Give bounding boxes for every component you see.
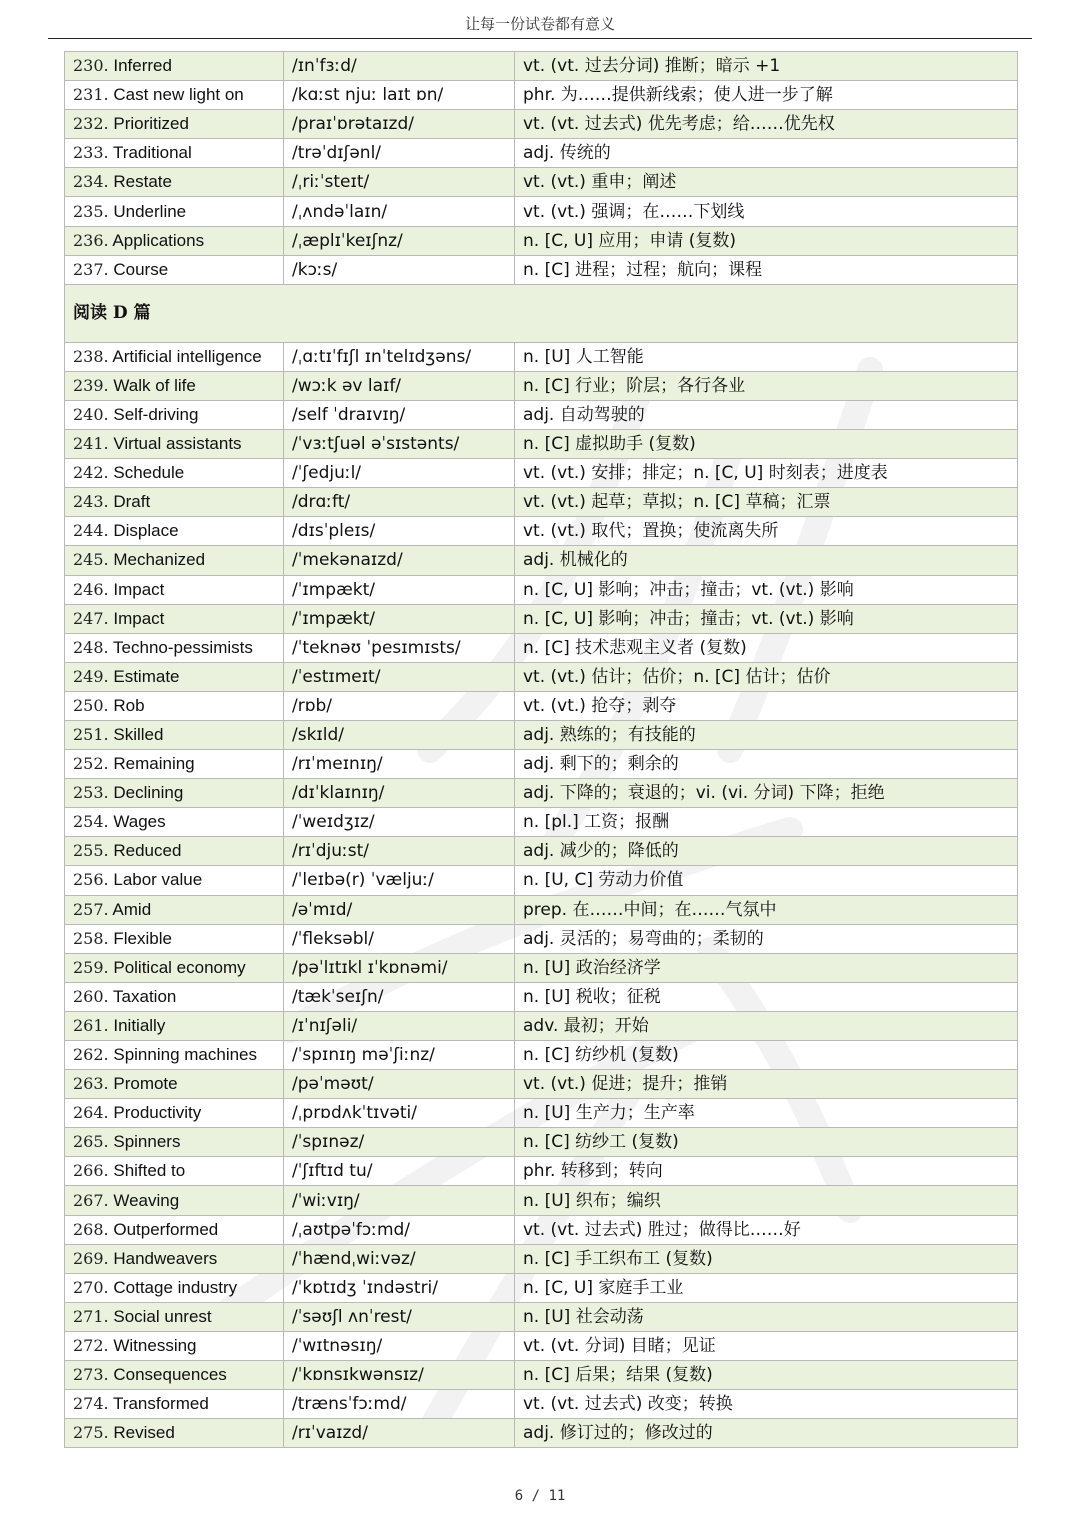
word-cell — [65, 1099, 284, 1128]
phonetic-cell: /wɔːk əv laɪf/ — [284, 371, 515, 400]
word-text: Techno-pessimists — [113, 637, 253, 657]
vocab-row — [65, 691, 1018, 720]
word-text: Transformed — [113, 1394, 209, 1414]
meaning-cell: n. [U] 政治经济学 — [515, 953, 1018, 982]
word-cell — [65, 720, 284, 749]
word-cell — [65, 1041, 284, 1070]
row-number: 256. — [73, 870, 109, 890]
word-cell — [65, 575, 284, 604]
meaning-cell: n. [pl.] 工资；报酬 — [515, 808, 1018, 837]
vocab-row — [65, 1390, 1018, 1419]
meaning-cell: vt. (vt.) 促进；提升；推销 — [515, 1070, 1018, 1099]
phonetic-cell: /kɑːst njuː laɪt ɒn/ — [284, 81, 515, 110]
vocab-row — [65, 226, 1018, 255]
row-number: 247. — [73, 608, 109, 628]
meaning-cell: vt. (vt.) 取代；置换；使流离失所 — [515, 517, 1018, 546]
phonetic-cell: /ˈfleksəbl/ — [284, 924, 515, 953]
meaning-cell: n. [C, U] 应用；申请 (复数) — [515, 226, 1018, 255]
vocab-row — [65, 662, 1018, 691]
meaning-cell: vt. (vt.) 强调；在……下划线 — [515, 197, 1018, 226]
vocab-row — [65, 255, 1018, 284]
meaning-cell: n. [C] 手工织布工 (复数) — [515, 1244, 1018, 1273]
row-number: 275. — [73, 1423, 109, 1443]
word-text: Handweavers — [113, 1248, 218, 1268]
phonetic-cell: /ˌriːˈsteɪt/ — [284, 168, 515, 197]
row-number: 267. — [73, 1190, 109, 1210]
row-number: 252. — [73, 754, 109, 774]
phonetic-cell: /pəˈlɪtɪkl ɪˈkɒnəmi/ — [284, 953, 515, 982]
word-cell — [65, 779, 284, 808]
word-cell — [65, 662, 284, 691]
meaning-cell: n. [U] 织布；编织 — [515, 1186, 1018, 1215]
row-number: 233. — [73, 143, 109, 163]
phonetic-cell: /ˌæplɪˈkeɪʃnz/ — [284, 226, 515, 255]
word-text: Outperformed — [113, 1219, 219, 1239]
meaning-cell: n. [C, U] 影响；冲击；撞击；vt. (vt.) 影响 — [515, 604, 1018, 633]
row-number: 259. — [73, 957, 109, 977]
word-text: Flexible — [113, 928, 172, 948]
phonetic-cell: /ˈspɪnəz/ — [284, 1128, 515, 1157]
word-text: Walk of life — [113, 375, 196, 395]
row-number: 260. — [73, 986, 109, 1006]
row-number: 237. — [73, 259, 109, 279]
phonetic-cell: /ˈkɒtɪdʒ ˈɪndəstri/ — [284, 1273, 515, 1302]
word-text: Applications — [112, 230, 205, 250]
word-text: Reduced — [113, 841, 182, 861]
vocab-row — [65, 604, 1018, 633]
row-number: 270. — [73, 1277, 109, 1297]
vocab-row — [65, 139, 1018, 168]
meaning-cell: vt. (vt. 分词) 目睹；见证 — [515, 1331, 1018, 1360]
word-cell — [65, 1186, 284, 1215]
vocab-row — [65, 1302, 1018, 1331]
meaning-cell: adj. 下降的；衰退的；vi. (vi. 分词) 下降；拒绝 — [515, 779, 1018, 808]
row-number: 258. — [73, 928, 109, 948]
vocab-row — [65, 430, 1018, 459]
row-number: 232. — [73, 114, 109, 134]
phonetic-cell: /rɪˈvaɪzd/ — [284, 1419, 515, 1448]
meaning-cell: adj. 熟练的；有技能的 — [515, 720, 1018, 749]
word-text: Prioritized — [113, 114, 189, 134]
meaning-cell: n. [C] 纺纱机 (复数) — [515, 1041, 1018, 1070]
meaning-cell: n. [C] 纺纱工 (复数) — [515, 1128, 1018, 1157]
meaning-cell: adj. 传统的 — [515, 139, 1018, 168]
meaning-cell: n. [C] 技术悲观主义者 (复数) — [515, 633, 1018, 662]
word-cell — [65, 197, 284, 226]
vocab-row — [65, 52, 1018, 81]
row-number: 230. — [73, 56, 109, 76]
word-cell — [65, 226, 284, 255]
phonetic-cell: /ˌprɒdʌkˈtɪvəti/ — [284, 1099, 515, 1128]
row-number: 262. — [73, 1045, 109, 1065]
vocab-row — [65, 1128, 1018, 1157]
meaning-cell: adj. 修订过的；修改过的 — [515, 1419, 1018, 1448]
word-text: Weaving — [113, 1190, 180, 1210]
meaning-cell: prep. 在……中间；在……气氛中 — [515, 895, 1018, 924]
word-text: Virtual assistants — [113, 434, 242, 454]
header-title: 让每一份试卷都有意义 — [464, 15, 615, 33]
meaning-cell: n. [U, C] 劳动力价值 — [515, 866, 1018, 895]
vocab-row — [65, 459, 1018, 488]
phonetic-cell: /kɔːs/ — [284, 255, 515, 284]
row-number: 234. — [73, 172, 109, 192]
row-number: 242. — [73, 463, 109, 483]
word-text: Remaining — [113, 754, 195, 774]
word-cell — [65, 459, 284, 488]
phonetic-cell: /pəˈməʊt/ — [284, 1070, 515, 1099]
word-cell — [65, 1302, 284, 1331]
vocab-row — [65, 517, 1018, 546]
word-text: Artificial intelligence — [112, 346, 262, 366]
word-text: Course — [113, 259, 169, 279]
word-text: Initially — [113, 1015, 166, 1035]
phonetic-cell: /tækˈseɪʃn/ — [284, 982, 515, 1011]
word-cell — [65, 1157, 284, 1186]
row-number: 246. — [73, 579, 109, 599]
word-text: Spinning machines — [113, 1045, 258, 1065]
word-cell — [65, 1070, 284, 1099]
page-number: 6 — [514, 1488, 524, 1504]
word-cell — [65, 1419, 284, 1448]
meaning-cell: n. [U] 税收；征税 — [515, 982, 1018, 1011]
vocab-row — [65, 837, 1018, 866]
word-cell — [65, 1215, 284, 1244]
word-text: Draft — [113, 492, 151, 512]
word-text: Schedule — [113, 463, 185, 483]
phonetic-cell: /ˈhændˌwiːvəz/ — [284, 1244, 515, 1273]
word-cell — [65, 52, 284, 81]
vocab-row — [65, 1419, 1018, 1448]
vocab-row — [65, 1244, 1018, 1273]
row-number: 255. — [73, 841, 109, 861]
meaning-cell: n. [C] 虚拟助手 (复数) — [515, 430, 1018, 459]
phonetic-cell: /ˈspɪnɪŋ məˈʃiːnz/ — [284, 1041, 515, 1070]
phonetic-cell: /rɪˈmeɪnɪŋ/ — [284, 750, 515, 779]
vocab-row — [65, 1070, 1018, 1099]
meaning-cell: adj. 灵活的；易弯曲的；柔韧的 — [515, 924, 1018, 953]
meaning-cell: n. [C, U] 影响；冲击；撞击；vt. (vt.) 影响 — [515, 575, 1018, 604]
vocab-row — [65, 197, 1018, 226]
vocab-row — [65, 81, 1018, 110]
word-cell — [65, 982, 284, 1011]
row-number: 250. — [73, 695, 109, 715]
word-cell — [65, 371, 284, 400]
meaning-cell: adj. 剩下的；剩余的 — [515, 750, 1018, 779]
word-text: Shifted to — [113, 1161, 186, 1181]
phonetic-cell: /ˈsəʊʃl ʌnˈrest/ — [284, 1302, 515, 1331]
meaning-cell: n. [U] 生产力；生产率 — [515, 1099, 1018, 1128]
word-text: Consequences — [113, 1365, 227, 1385]
vocab-row — [65, 1099, 1018, 1128]
word-text: Productivity — [113, 1103, 202, 1123]
row-number: 249. — [73, 666, 109, 686]
word-text: Revised — [113, 1423, 175, 1443]
row-number: 238. — [73, 346, 109, 366]
vocab-row — [65, 924, 1018, 953]
word-cell — [65, 1390, 284, 1419]
meaning-cell: adj. 减少的；降低的 — [515, 837, 1018, 866]
meaning-cell: n. [C] 进程；过程；航向；课程 — [515, 255, 1018, 284]
phonetic-cell: /skɪld/ — [284, 720, 515, 749]
word-text: Taxation — [113, 986, 177, 1006]
word-text: Underline — [113, 201, 187, 221]
phonetic-cell: /dɪˈklaɪnɪŋ/ — [284, 779, 515, 808]
meaning-cell: adj. 自动驾驶的 — [515, 400, 1018, 429]
phonetic-cell: /trænsˈfɔːmd/ — [284, 1390, 515, 1419]
word-cell — [65, 691, 284, 720]
phonetic-cell: /rɒb/ — [284, 691, 515, 720]
row-number: 273. — [73, 1365, 109, 1385]
phonetic-cell: /ˈʃedjuːl/ — [284, 459, 515, 488]
section-heading-row — [65, 284, 1018, 342]
phonetic-cell: /ɪˈnɪʃəli/ — [284, 1011, 515, 1040]
word-cell — [65, 1361, 284, 1390]
word-cell — [65, 546, 284, 575]
phonetic-cell: /ˈestɪmeɪt/ — [284, 662, 515, 691]
vocab-rows-top — [65, 52, 1018, 285]
word-text: Skilled — [113, 725, 164, 745]
vocab-row — [65, 400, 1018, 429]
row-number: 235. — [73, 201, 109, 221]
meaning-cell: vt. (vt.) 估计；估价；n. [C] 估计；估价 — [515, 662, 1018, 691]
vocab-row — [65, 110, 1018, 139]
vocab-row — [65, 546, 1018, 575]
word-text: Inferred — [113, 56, 172, 76]
word-text: Declining — [113, 783, 184, 803]
meaning-cell: n. [C, U] 家庭手工业 — [515, 1273, 1018, 1302]
meaning-cell: adj. 机械化的 — [515, 546, 1018, 575]
row-number: 263. — [73, 1074, 109, 1094]
word-cell — [65, 604, 284, 633]
word-text: Displace — [113, 521, 179, 541]
word-text: Restate — [113, 172, 172, 192]
word-cell — [65, 866, 284, 895]
phonetic-cell: /ˈɪmpækt/ — [284, 575, 515, 604]
row-number: 272. — [73, 1335, 109, 1355]
vocab-rows-bottom — [65, 342, 1018, 1448]
vocab-row — [65, 1157, 1018, 1186]
meaning-cell: adv. 最初；开始 — [515, 1011, 1018, 1040]
meaning-cell: n. [C] 后果；结果 (复数) — [515, 1361, 1018, 1390]
meaning-cell: phr. 为……提供新线索；使人进一步了解 — [515, 81, 1018, 110]
phonetic-cell: /self ˈdraɪvɪŋ/ — [284, 400, 515, 429]
phonetic-cell: /praɪˈɒrətaɪzd/ — [284, 110, 515, 139]
row-number: 261. — [73, 1015, 109, 1035]
word-cell — [65, 953, 284, 982]
word-cell — [65, 255, 284, 284]
word-cell — [65, 430, 284, 459]
vocab-row — [65, 1186, 1018, 1215]
vocab-row — [65, 982, 1018, 1011]
phonetic-cell: /ˈleɪbə(r) ˈvæljuː/ — [284, 866, 515, 895]
word-cell — [65, 1331, 284, 1360]
word-text: Estimate — [113, 666, 180, 686]
word-text: Political economy — [113, 957, 246, 977]
phonetic-cell: /ˈkɒnsɪkwənsɪz/ — [284, 1361, 515, 1390]
word-text: Amid — [112, 899, 152, 919]
meaning-cell: n. [C] 行业；阶层；各行各业 — [515, 371, 1018, 400]
row-number: 244. — [73, 521, 109, 541]
vocab-row — [65, 720, 1018, 749]
vocab-row — [65, 1361, 1018, 1390]
row-number: 269. — [73, 1248, 109, 1268]
meaning-cell: vt. (vt. 过去式) 胜过；做得比……好 — [515, 1215, 1018, 1244]
phonetic-cell: /ˈvɜːtʃuəl əˈsɪstənts/ — [284, 430, 515, 459]
word-text: Cast new light on — [113, 85, 244, 105]
row-number: 271. — [73, 1306, 109, 1326]
word-cell — [65, 1011, 284, 1040]
row-number: 254. — [73, 812, 109, 832]
row-number: 245. — [73, 550, 109, 570]
word-cell — [65, 1273, 284, 1302]
word-text: Rob — [113, 695, 145, 715]
phonetic-cell: /rɪˈdjuːst/ — [284, 837, 515, 866]
row-number: 251. — [73, 725, 109, 745]
word-cell — [65, 895, 284, 924]
meaning-cell: phr. 转移到；转向 — [515, 1157, 1018, 1186]
word-text: Self-driving — [113, 404, 199, 424]
phonetic-cell: /trəˈdɪʃənl/ — [284, 139, 515, 168]
vocab-row — [65, 1331, 1018, 1360]
phonetic-cell: /ˈʃɪftɪd tu/ — [284, 1157, 515, 1186]
word-cell — [65, 808, 284, 837]
word-cell — [65, 81, 284, 110]
word-cell — [65, 400, 284, 429]
word-cell — [65, 750, 284, 779]
word-cell — [65, 517, 284, 546]
phonetic-cell: /drɑːft/ — [284, 488, 515, 517]
word-cell — [65, 1128, 284, 1157]
word-cell — [65, 110, 284, 139]
page-footer — [0, 1488, 1080, 1504]
vocab-row — [65, 168, 1018, 197]
row-number: 240. — [73, 404, 109, 424]
word-text: Impact — [113, 579, 165, 599]
meaning-cell: n. [U] 社会动荡 — [515, 1302, 1018, 1331]
section-row-container — [65, 284, 1018, 342]
meaning-cell: vt. (vt.) 起草；草拟；n. [C] 草稿；汇票 — [515, 488, 1018, 517]
phonetic-cell: /ˌɑːtɪˈfɪʃl ɪnˈtelɪdʒəns/ — [284, 342, 515, 371]
meaning-cell: vt. (vt.) 抢夺；剥夺 — [515, 691, 1018, 720]
phonetic-cell: /ˈweɪdʒɪz/ — [284, 808, 515, 837]
phonetic-cell: /ˌʌndəˈlaɪn/ — [284, 197, 515, 226]
word-text: Spinners — [113, 1132, 181, 1152]
meaning-cell: vt. (vt. 过去式) 改变；转换 — [515, 1390, 1018, 1419]
phonetic-cell: /ˌaʊtpəˈfɔːmd/ — [284, 1215, 515, 1244]
vocab-row — [65, 1273, 1018, 1302]
word-cell — [65, 1244, 284, 1273]
vocabulary-table — [64, 51, 1018, 1448]
word-text: Cottage industry — [113, 1277, 238, 1297]
vocab-row — [65, 1215, 1018, 1244]
row-number: 253. — [73, 783, 109, 803]
row-number: 264. — [73, 1103, 109, 1123]
vocab-row — [65, 866, 1018, 895]
word-text: Impact — [113, 608, 165, 628]
vocab-row — [65, 633, 1018, 662]
word-text: Promote — [113, 1074, 178, 1094]
vocab-row — [65, 895, 1018, 924]
vocab-row — [65, 779, 1018, 808]
vocab-row — [65, 1041, 1018, 1070]
row-number: 236. — [73, 230, 109, 250]
vocab-row — [65, 342, 1018, 371]
row-number: 265. — [73, 1132, 109, 1152]
vocab-row — [65, 953, 1018, 982]
phonetic-cell: /ˈwiːvɪŋ/ — [284, 1186, 515, 1215]
row-number: 274. — [73, 1394, 109, 1414]
phonetic-cell: /ɪnˈfɜːd/ — [284, 52, 515, 81]
vocab-row — [65, 1011, 1018, 1040]
row-number: 268. — [73, 1219, 109, 1239]
word-cell — [65, 488, 284, 517]
page-separator: / — [531, 1488, 540, 1504]
word-cell — [65, 837, 284, 866]
phonetic-cell: /əˈmɪd/ — [284, 895, 515, 924]
row-number: 257. — [73, 899, 109, 919]
phonetic-cell: /ˈteknəʊ ˈpesɪmɪsts/ — [284, 633, 515, 662]
phonetic-cell: /dɪsˈpleɪs/ — [284, 517, 515, 546]
word-cell — [65, 342, 284, 371]
row-number: 243. — [73, 492, 109, 512]
word-text: Witnessing — [113, 1335, 197, 1355]
vocab-row — [65, 371, 1018, 400]
row-number: 231. — [73, 85, 109, 105]
word-text: Social unrest — [113, 1306, 212, 1326]
page-header — [48, 0, 1032, 39]
phonetic-cell: /ˈɪmpækt/ — [284, 604, 515, 633]
vocab-row — [65, 750, 1018, 779]
word-cell — [65, 924, 284, 953]
word-text: Wages — [113, 812, 166, 832]
meaning-cell: vt. (vt. 过去分词) 推断；暗示 +1 — [515, 52, 1018, 81]
word-cell — [65, 633, 284, 662]
vocab-row — [65, 808, 1018, 837]
row-number: 266. — [73, 1161, 109, 1181]
word-cell — [65, 139, 284, 168]
meaning-cell: vt. (vt.) 重申；阐述 — [515, 168, 1018, 197]
page-total: 11 — [548, 1488, 566, 1504]
vocab-row — [65, 488, 1018, 517]
meaning-cell: vt. (vt.) 安排；排定；n. [C, U] 时刻表；进度表 — [515, 459, 1018, 488]
word-text: Labor value — [113, 870, 203, 890]
meaning-cell: n. [U] 人工智能 — [515, 342, 1018, 371]
section-title: 阅读 D 篇 — [65, 284, 1018, 342]
word-text: Traditional — [113, 143, 192, 163]
meaning-cell: vt. (vt. 过去式) 优先考虑；给……优先权 — [515, 110, 1018, 139]
phonetic-cell: /ˈwɪtnəsɪŋ/ — [284, 1331, 515, 1360]
row-number: 241. — [73, 434, 109, 454]
word-cell — [65, 168, 284, 197]
row-number: 239. — [73, 375, 109, 395]
word-text: Mechanized — [113, 550, 206, 570]
row-number: 248. — [73, 637, 109, 657]
vocab-row — [65, 575, 1018, 604]
phonetic-cell: /ˈmekənaɪzd/ — [284, 546, 515, 575]
